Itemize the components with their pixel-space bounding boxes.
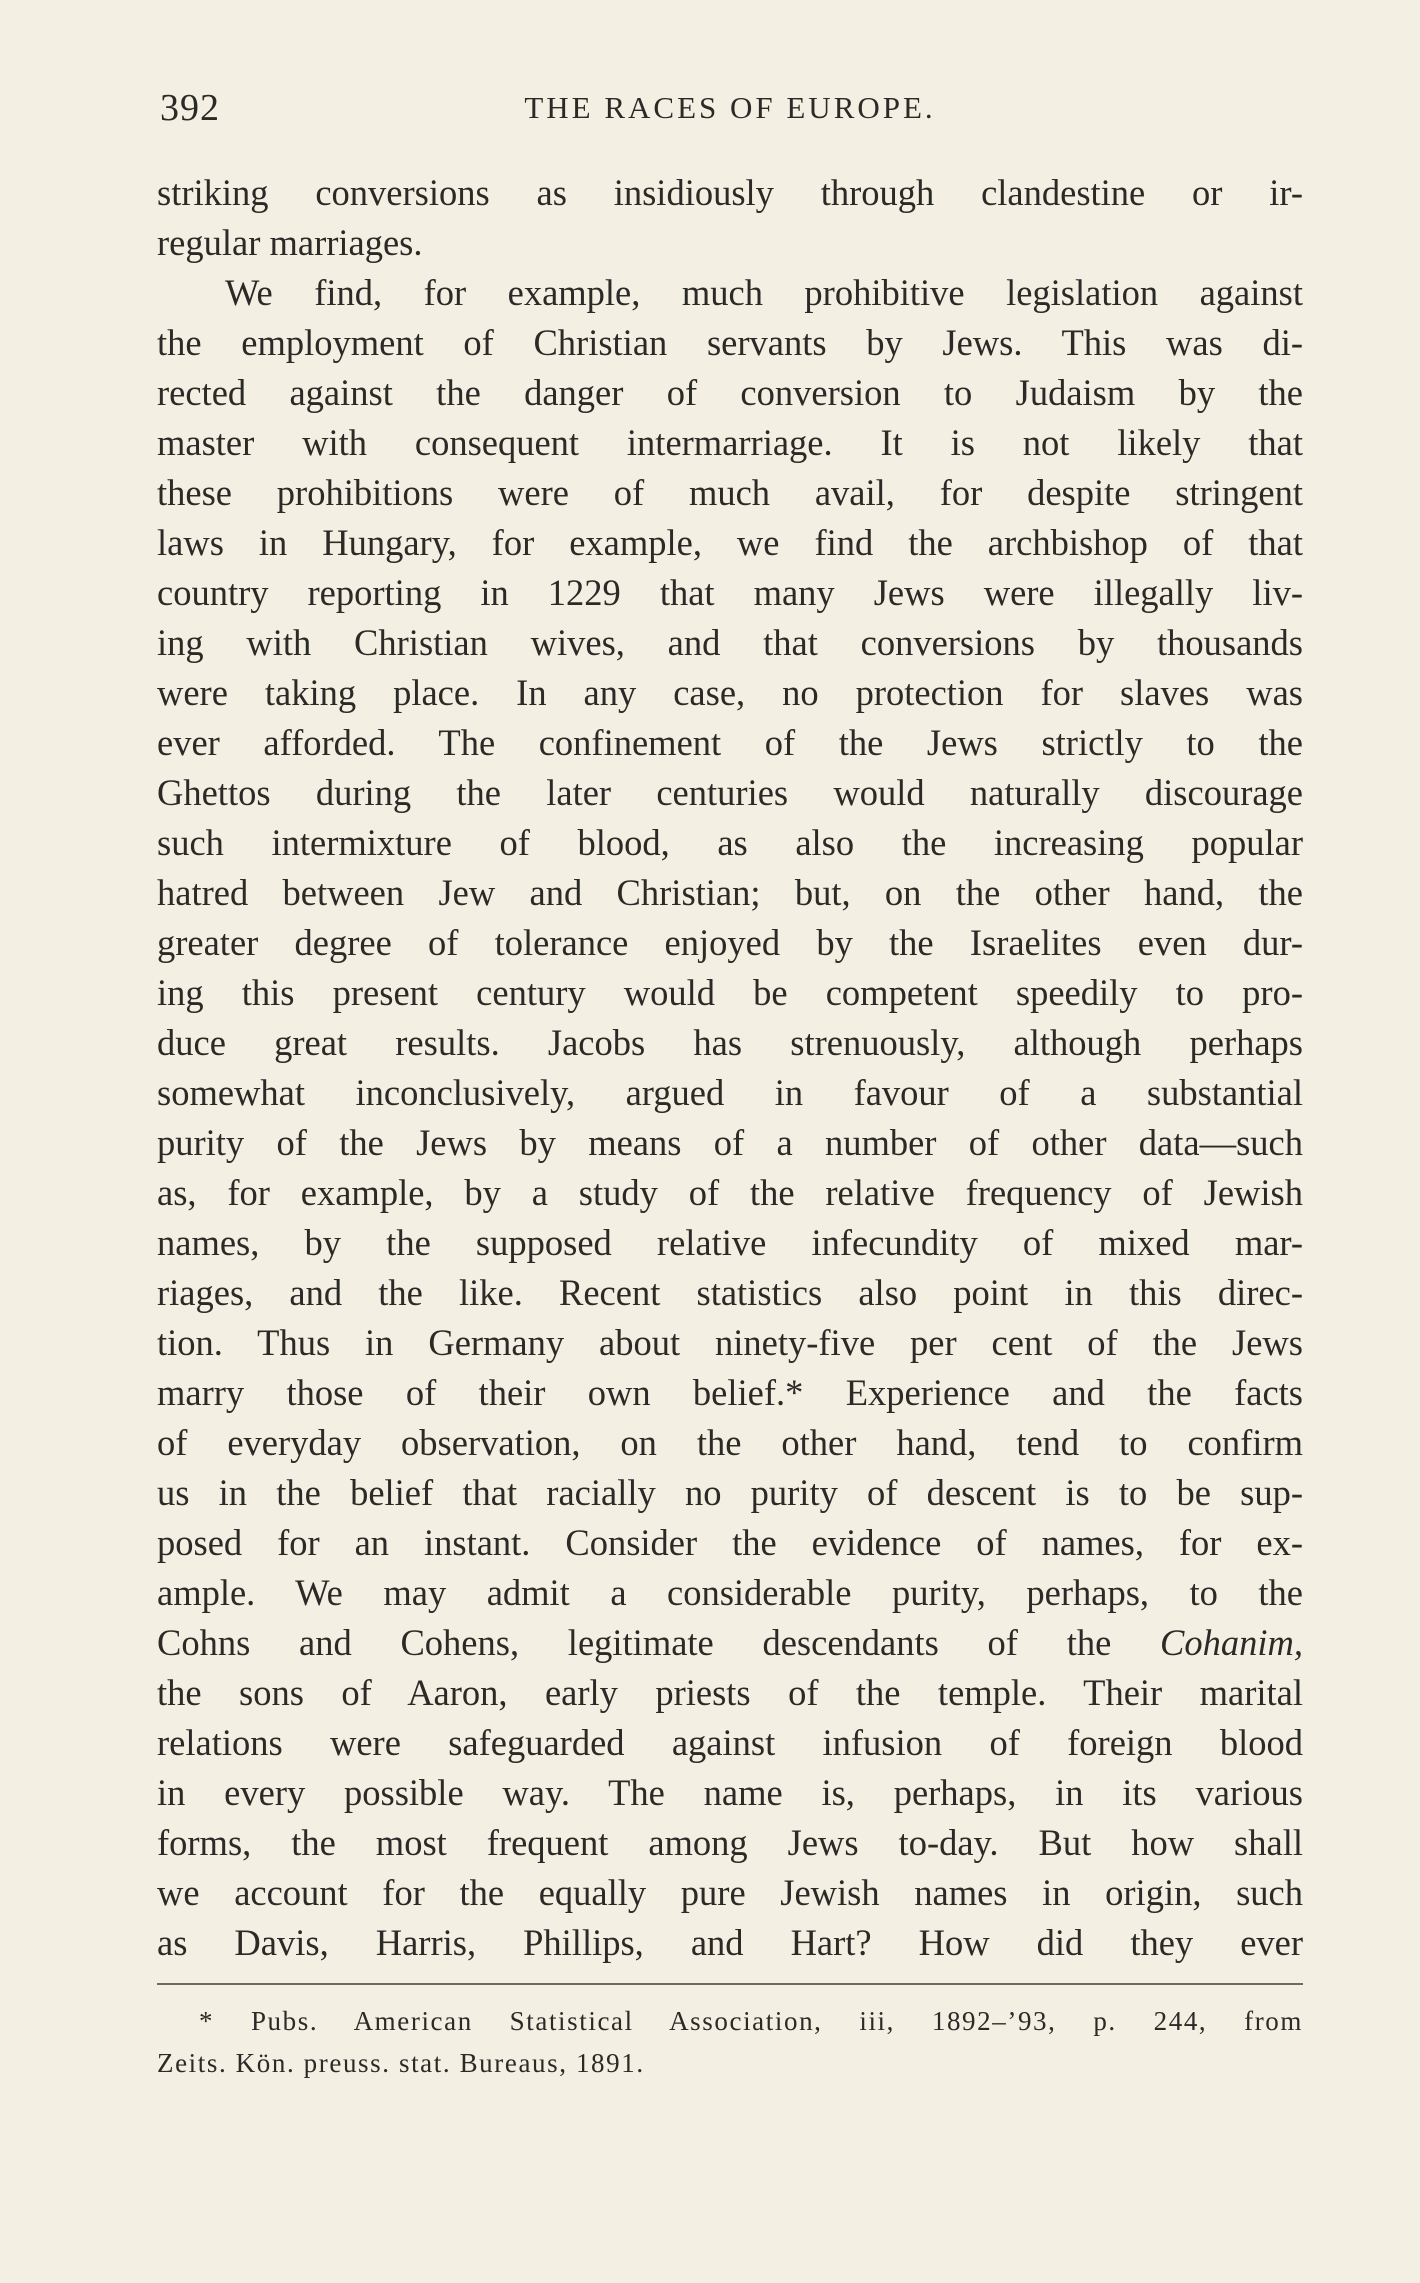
text-line: laws in Hungary, for example, we find the archbishop of that — [157, 522, 1303, 563]
footnote-line: Zeits. Kön. preuss. stat. Bureaus, 1891. — [157, 2048, 645, 2078]
text-line: ever afforded. The confinement of the Jews strictly to the — [157, 722, 1303, 763]
page-number: 392 — [160, 87, 220, 129]
text-line: the sons of Aaron, early priests of the temple. Their marital — [157, 1672, 1303, 1713]
text-line: purity of the Jews by means of a number of other data—such — [157, 1122, 1303, 1163]
text-line: as, for example, by a study of the relative frequency of Jewish — [157, 1172, 1303, 1213]
footnote-divider — [157, 1983, 1303, 1985]
text-line: country reporting in 1229 that many Jews were illegally liv- — [157, 572, 1303, 613]
text-line: ing this present century would be competent speedily to pro- — [157, 972, 1303, 1013]
text-line: hatred between Jew and Christian; but, on the other hand, the — [157, 872, 1303, 913]
running-head — [160, 82, 1300, 132]
text-line: of everyday observation, on the other hand, tend to confirm — [157, 1422, 1303, 1463]
body-text — [157, 168, 1303, 1968]
text-line: we account for the equally pure Jewish names in origin, such — [157, 1872, 1303, 1913]
text-line: such intermixture of blood, as also the increasing popular — [157, 822, 1303, 863]
text-line: forms, the most frequent among Jews to-day. But how shall — [157, 1822, 1303, 1863]
text-line: us in the belief that racially no purity of descent is to be sup- — [157, 1472, 1303, 1513]
text-line: these prohibitions were of much avail, for despite stringent — [157, 472, 1303, 513]
text-line: Ghettos during the later centuries would naturally discourage — [157, 772, 1303, 813]
text-line: were taking place. In any case, no protection for slaves was — [157, 672, 1303, 713]
text-line: master with consequent intermarriage. It is not likely that — [157, 422, 1303, 463]
text-line: marry those of their own belief.* Experience and the facts — [157, 1372, 1303, 1413]
text-line-with-italic — [157, 1618, 1303, 1668]
text-line: rected against the danger of conversion to Judaism by the — [157, 372, 1303, 413]
text-line: duce great results. Jacobs has strenuously, although perhaps — [157, 1022, 1303, 1063]
text-line: ample. We may admit a considerable purity, perhaps, to the — [157, 1572, 1303, 1613]
text-line: the employment of Christian servants by Jews. This was di- — [157, 322, 1303, 363]
text-line: greater degree of tolerance enjoyed by the Israelites even dur- — [157, 922, 1303, 963]
text-line: posed for an instant. Consider the evidence of names, for ex- — [157, 1522, 1303, 1563]
text-line: somewhat inconclusively, argued in favour of a substantial — [157, 1072, 1303, 1113]
text-segment: Cohns and Cohens, legitimate descendants of the — [157, 1622, 1161, 1663]
text-line: riages, and the like. Recent statistics also point in this direc- — [157, 1272, 1303, 1313]
text-line: ing with Christian wives, and that conversions by thousands — [157, 622, 1303, 663]
italic-term: Cohanim, — [1160, 1622, 1303, 1663]
text-line: We find, for example, much prohibitive legislation against — [225, 272, 1303, 313]
footnote-line: * Pubs. American Statistical Association, iii, 1892–’93, p. 244, from — [199, 2006, 1303, 2036]
text-line: names, by the supposed relative infecundity of mixed mar- — [157, 1222, 1303, 1263]
text-line: striking conversions as insidiously through clandestine or ir- — [157, 172, 1303, 213]
text-line: as Davis, Harris, Phillips, and Hart? How did they ever — [157, 1922, 1303, 1963]
text-line: regular marriages. — [157, 222, 423, 263]
text-line: in every possible way. The name is, perhaps, in its various — [157, 1772, 1303, 1813]
text-line: tion. Thus in Germany about ninety-five per cent of the Jews — [157, 1322, 1303, 1363]
footnotes — [157, 2000, 1303, 2084]
running-title: THE RACES OF EUROPE. — [524, 90, 936, 125]
text-line: relations were safeguarded against infusion of foreign blood — [157, 1722, 1303, 1763]
